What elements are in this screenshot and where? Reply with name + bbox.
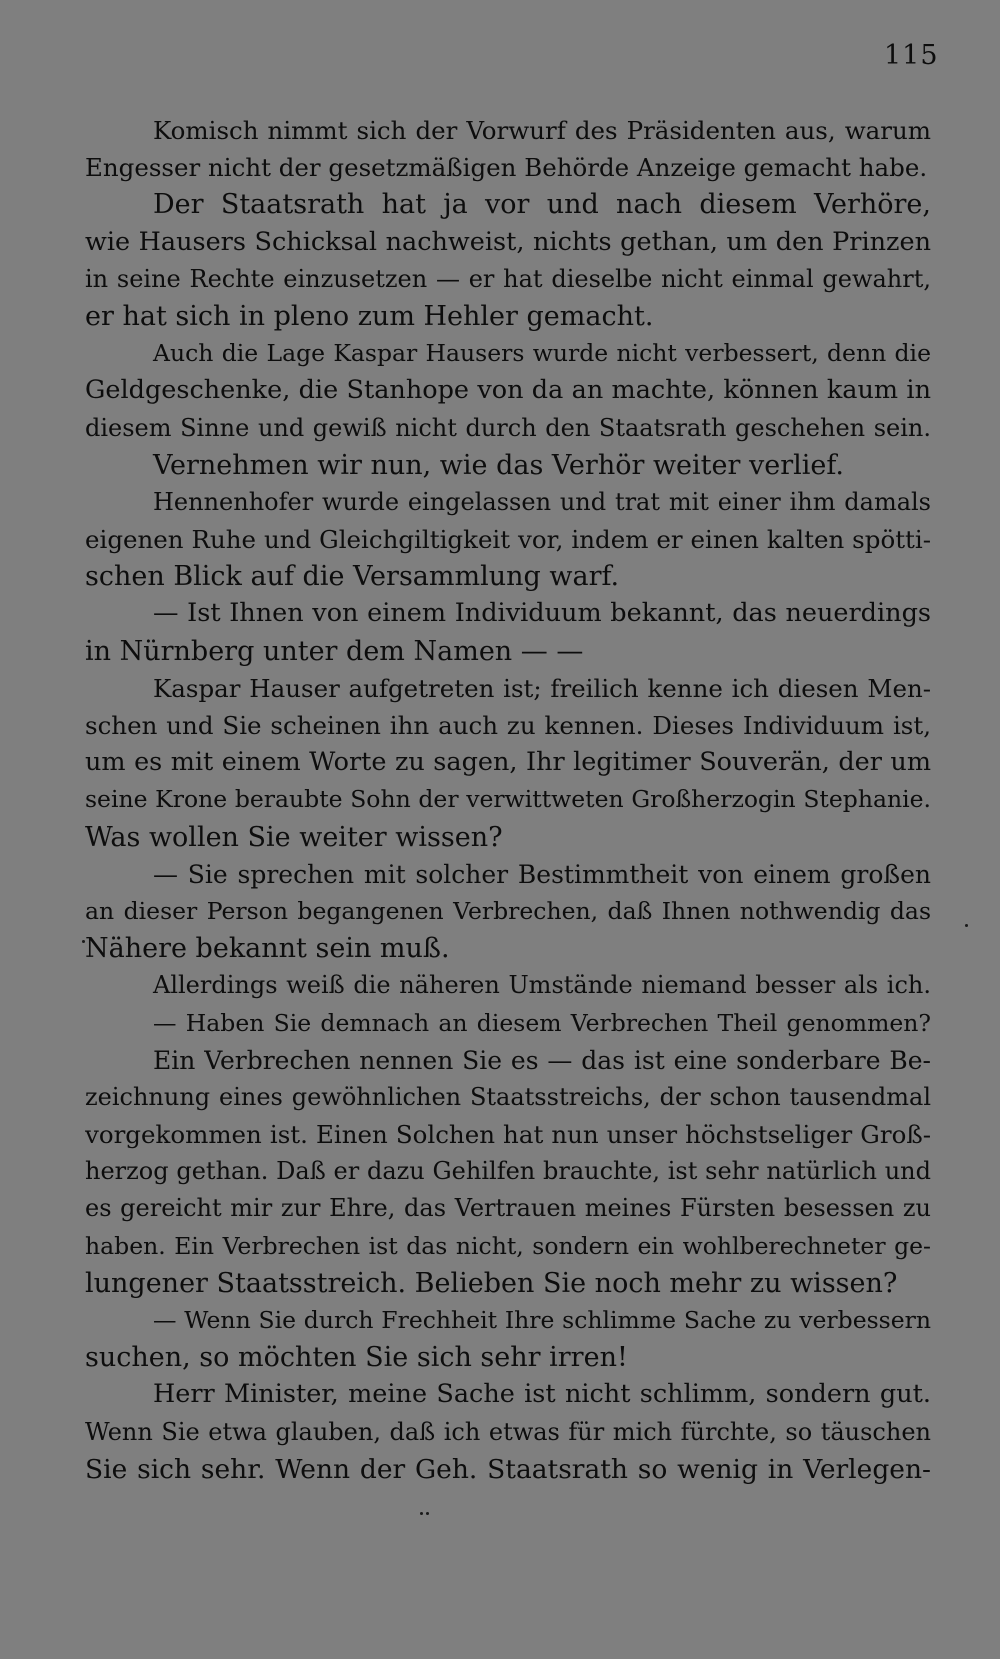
text-line: Sie sich sehr. Wenn der Geh. Staatsrath so wenig in Verlegen- — [85, 1453, 931, 1485]
print-speck — [82, 940, 85, 943]
text-line: Nähere bekannt sein muß. — [85, 933, 450, 965]
text-line: es gereicht mir zur Ehre, das Vertrauen meines Fürsten besessen zu — [85, 1194, 931, 1223]
text-line: um es mit einem Worte zu sagen, Ihr legitimer Souverän, der um — [85, 747, 931, 778]
text-line: diesem Sinne und gewiß nicht durch den Staatsrath geschehen sein. — [85, 413, 931, 442]
text-line: Kaspar Hauser aufgetreten ist; freilich kenne ich diesen Men- — [153, 673, 931, 703]
text-line: suchen, so möchten Sie sich sehr irren! — [85, 1342, 628, 1374]
text-line: zeichnung eines gewöhnlichen Staatsstreichs, der schon tausendmal — [85, 1082, 931, 1111]
text-line: Geldgeschenke, die Stanhope von da an machte, können kaum in — [85, 375, 931, 406]
text-line: an dieser Person begangenen Verbrechen, daß Ihnen nothwendig das — [85, 896, 931, 925]
text-line: Auch die Lage Kaspar Hausers wurde nicht verbessert, denn die — [153, 339, 931, 368]
text-line: Wenn Sie etwa glauben, daß ich etwas für mich fürchte, so täuschen — [85, 1417, 931, 1446]
page-number: 115 — [884, 40, 939, 71]
text-line: eigenen Ruhe und Gleichgiltigkeit vor, indem er einen kalten spötti- — [85, 525, 931, 555]
text-line: Ein Verbrechen nennen Sie es — das ist eine sonderbare Be- — [153, 1045, 931, 1075]
text-line: schen Blick auf die Versammlung warf. — [85, 561, 620, 593]
text-line: lungener Staatsstreich. Belieben Sie noch mehr zu wissen? — [85, 1267, 898, 1299]
text-line: wie Hausers Schicksal nachweist, nichts gethan, um den Prinzen — [85, 226, 931, 257]
print-speck — [965, 924, 968, 927]
text-line: Allerdings weiß die näheren Umstände niemand besser als ich. — [153, 971, 931, 1000]
text-line: — Haben Sie demnach an diesem Verbrechen Theil genommen? — [153, 1008, 931, 1037]
text-line: Hennenhofer wurde eingelassen und trat mit einer ihm damals — [153, 487, 931, 516]
text-line: Komisch nimmt sich der Vorwurf des Präsidenten aus, warum — [153, 116, 931, 145]
body-text — [85, 112, 931, 1488]
text-line: in seine Rechte einzusetzen — er hat dieselbe nicht einmal gewahrt, — [85, 264, 931, 293]
text-line: Herr Minister, meine Sache ist nicht schlimm, sondern gut. — [153, 1379, 931, 1410]
text-line: seine Krone beraubte Sohn der verwittweten Großherzogin Stephanie. — [85, 785, 931, 814]
text-line: vorgekommen ist. Einen Solchen hat nun unser höchstseliger Groß- — [85, 1120, 931, 1150]
print-speck — [420, 1512, 423, 1515]
text-line: er hat sich in pleno zum Hehler gemacht. — [85, 300, 654, 332]
text-line: — Ist Ihnen von einem Individuum bekannt, das neuerdings — [153, 598, 931, 629]
text-line: schen und Sie scheinen ihn auch zu kennen. Dieses Individuum ist, — [85, 711, 931, 740]
text-line: Was wollen Sie weiter wissen? — [85, 821, 503, 853]
text-line: — Wenn Sie durch Frechheit Ihre schlimme Sache zu verbessern — [153, 1306, 931, 1334]
text-line: haben. Ein Verbrechen ist das nicht, sondern ein wohlberechneter ge- — [85, 1231, 931, 1260]
text-line: Engesser nicht der gesetzmäßigen Behörde Anzeige gemacht habe. — [85, 153, 928, 183]
text-line: herzog gethan. Daß er dazu Gehilfen brauchte, ist sehr natürlich und — [85, 1157, 931, 1186]
print-speck — [426, 1512, 429, 1515]
text-line: Vernehmen wir nun, wie das Verhör weiter verlief. — [153, 449, 844, 481]
text-line: Der Staatsrath hat ja vor und nach diesem Verhöre, — [153, 189, 931, 221]
text-line: — Sie sprechen mit solcher Bestimmtheit von einem großen — [153, 859, 931, 889]
text-line: in Nürnberg unter dem Namen — — — [85, 635, 584, 667]
